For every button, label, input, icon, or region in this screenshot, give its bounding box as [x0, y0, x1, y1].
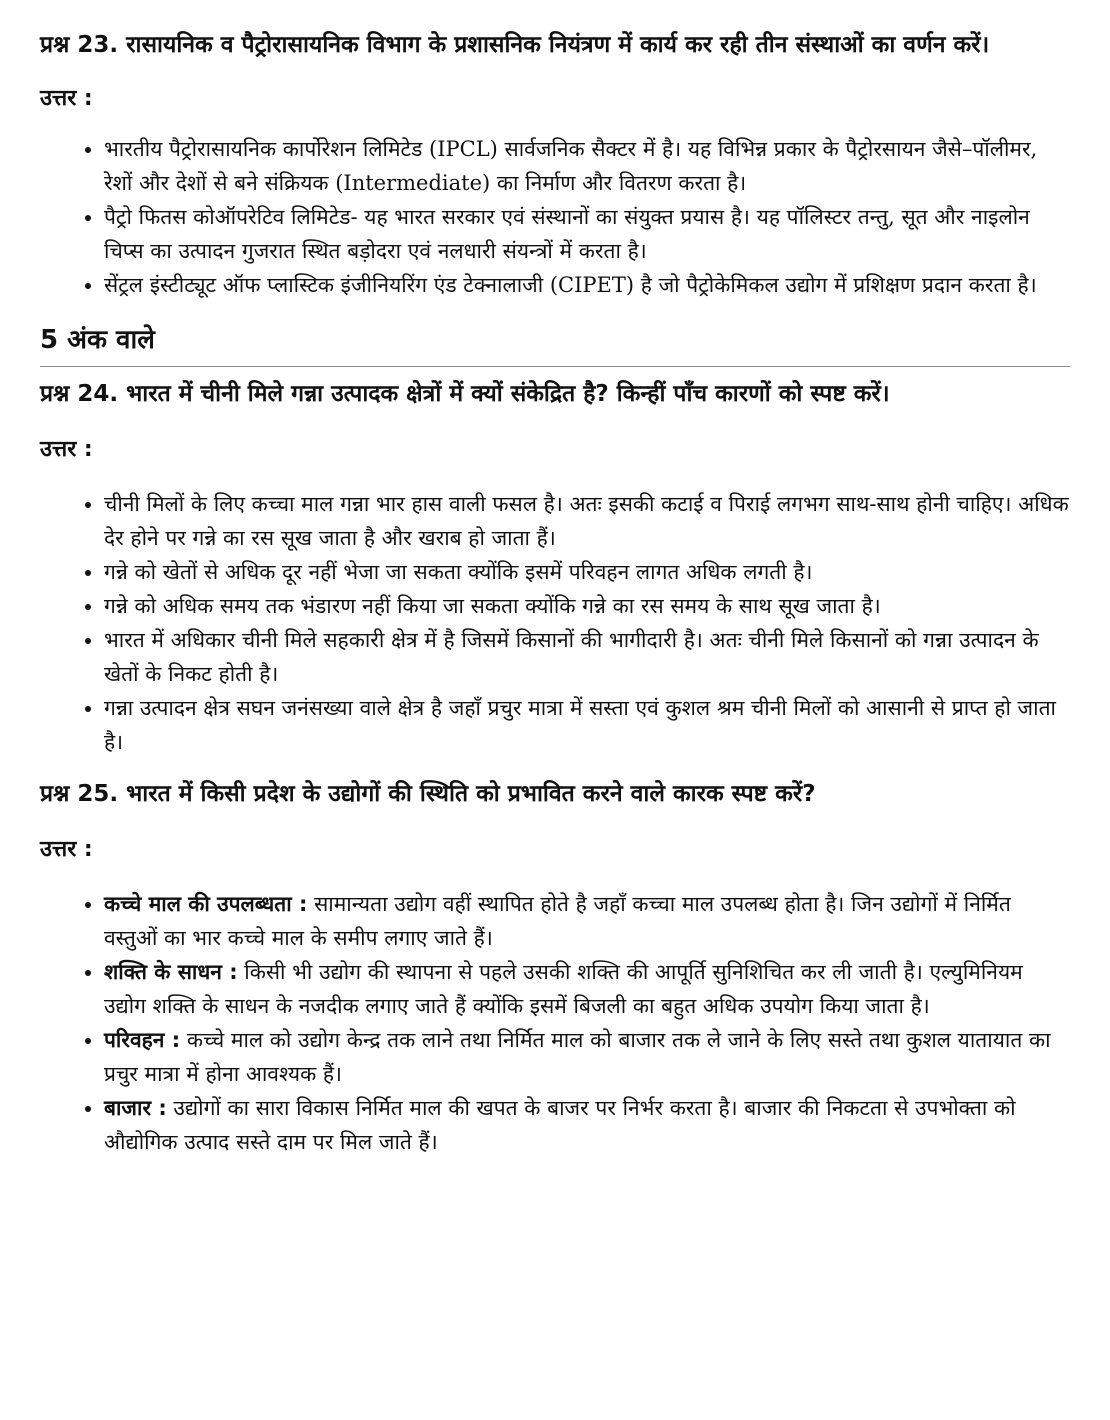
question-23: प्रश्न 23. रासायनिक व पैट्रोरासायनिक विभाग के प्रशासनिक नियंत्रण में कार्य कर रही तीन संस्थाओं का वर्णन करें।: [40, 32, 990, 58]
answer-label-25: उत्तर :: [40, 837, 93, 862]
term-description: किसी भी उद्योग की स्थापना से पहले उसकी शक्ति की आपूर्ति सुनिशिचित कर ली जाती है। एल्युमिनियम उद्योग शक्ति के साधन के नजदीक लगाए जाते हैं क्योंकि इसमें बिजली का बहुत अधिक उपयोग किया जाता है।: [104, 960, 1023, 1018]
answer-label-24: उत्तर :: [40, 437, 93, 462]
term-market: बाजार :: [104, 1096, 167, 1120]
list-item: [104, 1091, 1070, 1159]
question-24: प्रश्न 24. भारत में चीनी मिले गन्ना उत्पादक क्षेत्रों में क्यों संकेद्रित है? किन्हीं पाँच कारणों को स्पष्ट करें।: [40, 381, 890, 407]
term-raw-material: कच्चे माल की उपलब्धता :: [104, 892, 308, 916]
term-description: कच्चे माल को उद्योग केन्द्र तक लाने तथा निर्मित माल को बाजार तक ले जाने के लिए सस्ते तथा कुशल यातायात का प्रचुर मात्रा में होना आवश्यक हैं।: [104, 1028, 1051, 1086]
term-transport: परिवहन :: [104, 1028, 181, 1052]
list-item: • चीनी मिलों के लिए कच्चा माल गन्ना भार हास वाली फसल है। अतः इसकी कटाई व पिराई लगभग साथ-साथ होनी चाहिए। अधिक देर होने पर गन्ने का रस सूख जाता है और खराब हो जाता हैं।: [104, 487, 1070, 555]
question-25: प्रश्न 25. भारत में किसी प्रदेश के उद्योगों की स्थिति को प्रभावित करने वाले कारक स्पष्ट करें?: [40, 781, 816, 807]
list-item: • भारतीय पैट्रोरासायनिक कार्पोरेशन लिमिटेड (IPCL) सार्वजनिक सैक्टर में है। यह विभिन्न प्रकार के पैट्रोरसायन जैसे–पॉलीमर, रेशों और देशों से बने संक्रियक (Intermediate) का निर्माण और वितरण करता है।: [104, 132, 1070, 200]
answer-list-25: [40, 887, 1070, 1159]
section-heading: 5 अंक वाले: [40, 322, 1070, 367]
list-item: [104, 1023, 1070, 1091]
answer-label-23: उत्तर :: [40, 86, 93, 111]
list-item: • सेंट्रल इंस्टीट्यूट ऑफ प्लास्टिक इंजीनियरिंग एंड टेक्नालाजी (CIPET) है जो पैट्रोकेमिकल उद्योग में प्रशिक्षण प्रदान करता है।: [104, 268, 1070, 302]
term-description: सामान्यता उद्योग वहीं स्थापित होते है जहाँ कच्चा माल उपलब्ध होता है। जिन उद्योगों में निर्मित वस्तुओं का भार कच्चे माल के समीप लगाए जाते हैं।: [104, 892, 1011, 950]
list-item: • गन्ने को खेतों से अधिक दूर नहीं भेजा जा सकता क्योंकि इसमें परिवहन लागत अधिक लगती है।: [104, 555, 1070, 589]
list-item: • गन्ने को अधिक समय तक भंडारण नहीं किया जा सकता क्योंकि गन्ने का रस समय के साथ सूख जाता है।: [104, 589, 1070, 623]
list-item: • गन्ना उत्पादन क्षेत्र सघन जनंसख्या वाले क्षेत्र है जहाँ प्रचुर मात्रा में सस्ता एवं कुशल श्रम चीनी मिलों को आसानी से प्राप्त हो जाता है।: [104, 691, 1070, 759]
term-description: उद्योगों का सारा विकास निर्मित माल की खपत के बाजर पर निर्भर करता है। बाजार की निकटता से उपभोक्ता को औद्योगिक उत्पाद सस्ते दाम पर मिल जाते हैं।: [104, 1096, 1016, 1154]
answer-list-23: [40, 132, 1070, 302]
list-item: [104, 955, 1070, 1023]
term-power: शक्ति के साधन :: [104, 960, 238, 984]
list-item: [104, 887, 1070, 955]
list-item: • पैट्रो फितस कोऑपरेटिव लिमिटेड- यह भारत सरकार एवं संस्थानों का संयुक्त प्रयास है। यह पॉलिस्टर तन्तु, सूत और नाइलोन चिप्स का उत्पादन गुजरात स्थित बड़ोदरा एवं नलधारी संयन्त्रों में करता है।: [104, 200, 1070, 268]
list-item: • भारत में अधिकार चीनी मिले सहकारी क्षेत्र में है जिसमें किसानों की भागीदारी है। अतः चीनी मिले किसानों को गन्ना उत्पादन के खेतों के निकट होती है।: [104, 623, 1070, 691]
answer-list-24: [40, 487, 1070, 759]
